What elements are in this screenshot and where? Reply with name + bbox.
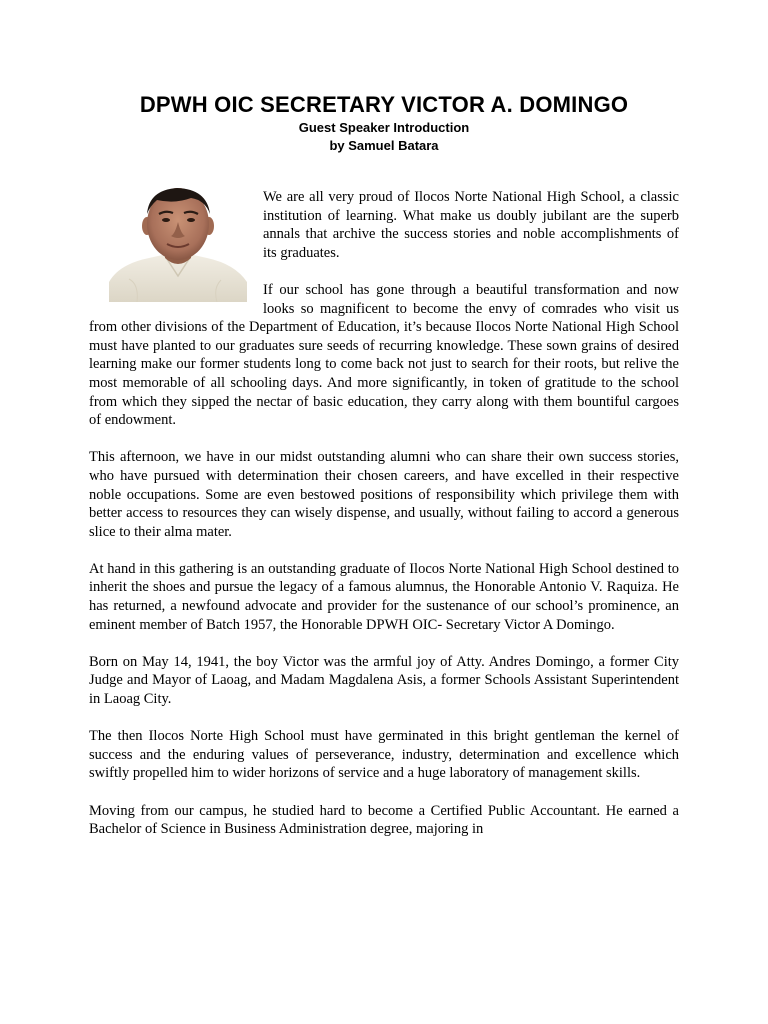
paragraph-5: Born on May 14, 1941, the boy Victor was the armful joy of Atty. Andres Domingo, a former City Judge and Mayor of Laoag, and Madam Magdalena Asis, a former Schools Assistant Superintendent in Laoag City.: [89, 653, 679, 708]
paragraph-4: At hand in this gathering is an outstanding graduate of Ilocos Norte National High School destined to inherit the shoes and pursue the legacy of a famous alumnus, the Honorable Antonio V. Raquiza. He has returned, a newfound advocate and provider for the sustenance of our school’s prominence, an eminent member of Batch 1957, the Honorable DPWH OIC- Secretary Victor A Domingo.: [89, 560, 679, 633]
paragraph-7: Moving from our campus, he studied hard to become a Certified Public Accountant. He earned a Bachelor of Science in Business Administration degree, majoring in: [89, 802, 679, 838]
document-body: [89, 188, 679, 857]
paragraph-6: The then Ilocos Norte High School must have germinated in this bright gentleman the kernel of success and the enduring values of perseverance, industry, determination and excellence which swiftly propelled him to wider horizons of service and a huge laboratory of management skills.: [89, 728, 679, 782]
paragraph-3: This afternoon, we have in our midst outstanding alumni who can share their own success stories, who have pursued with determination their chosen careers, and have excelled in their respective noble occupations. Some are even bestowed positions of responsibility which privilege them with better access to resources they can wisely dispense, and usually, without failing to accord a generous slice to their alma mater.: [89, 449, 679, 540]
paragraph-2: If our school has gone through a beautiful transformation and now looks so magnificent to become the envy of comrades who visit us from other divisions of the Department of Education, it’s because Ilocos Norte National High School must have planted to our graduates sure seeds of recurring knowledge. These sown grains of desired learning make our former students long to come back not just to search for their roots, but relive the most memorable of all schooling days. And more significantly, in token of gratitude to the school from which they sipped the nectar of basic education, they carry along with them bountiful cargoes of endowment.: [89, 281, 679, 429]
document-byline: by Samuel Batara: [329, 138, 439, 153]
document-subtitle: Guest Speaker Introduction: [298, 120, 470, 135]
paragraph-1: We are all very proud of Ilocos Norte National High School, a classic institution of learning. What make us doubly jubilant are the superb annals that archive the success stories and noble accomplishments of its graduates.: [263, 189, 679, 261]
speaker-portrait-photo: [109, 184, 247, 302]
document-title: DPWH OIC SECRETARY VICTOR A. DOMINGO: [139, 92, 629, 117]
